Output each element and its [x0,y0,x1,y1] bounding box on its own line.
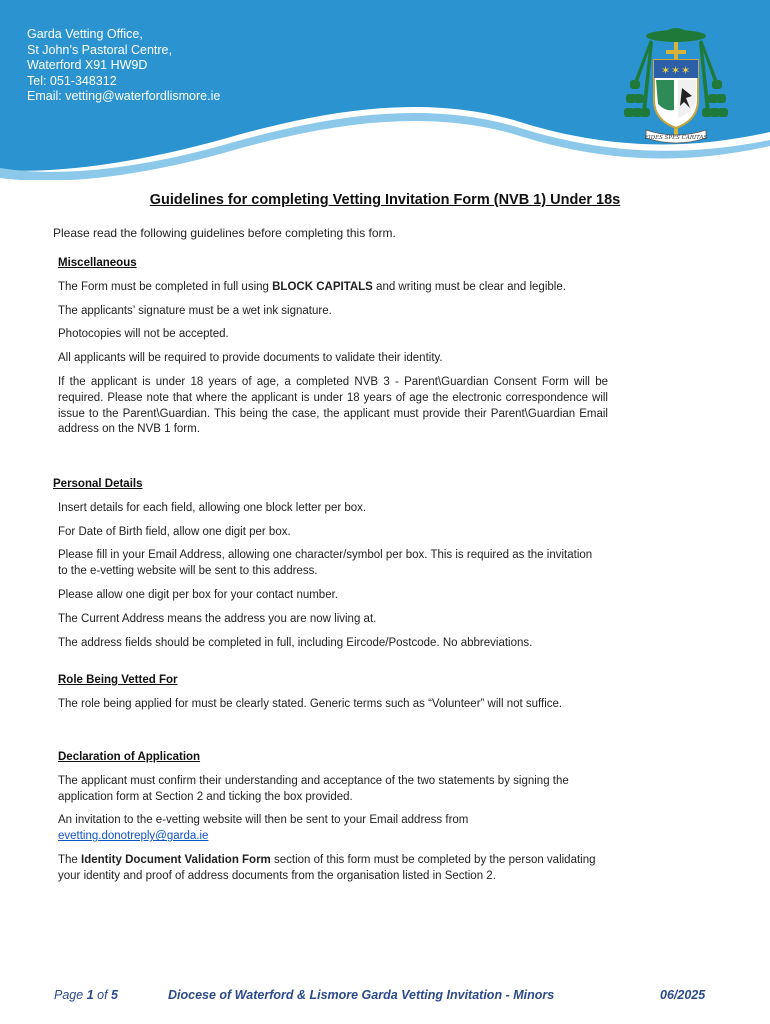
office-phone: Tel: 051-348312 [27,73,117,88]
office-city: Waterford X91 HW9D [27,58,148,73]
personal-dob-text: For Date of Birth field, allow one digit per box. [58,525,291,538]
office-centre: St John’s Pastoral Centre, [27,42,172,57]
office-address [27,27,220,105]
footer-page-num: 1 [86,988,94,1002]
misc-p1-post: and writing must be clear and legible. [372,280,566,293]
section-heading-role: Role Being Vetted For [58,674,178,686]
section-declaration [58,750,608,893]
diocese-crest-logo [620,22,732,152]
garda-email-link[interactable]: evetting.donotreply@garda.ie [58,830,209,843]
role-text: The role being applied for must be clearly stated. Generic terms such as “Volunteer” will not suffice. [58,697,563,710]
section-heading-personal-details: Personal Details [53,478,143,490]
office-email: Email: vetting@waterfordlismore.ie [27,89,221,104]
footer-document-title: Diocese of Waterford & Lismore Garda Vetting Invitation - Minors [168,988,555,1002]
personal-contact-text: Please allow one digit per box for your contact number. [58,588,338,601]
declaration-idv-bold: Identity Document Validation Form [81,853,271,866]
footer-page-word: Page [54,988,84,1002]
section-heading-declaration: Declaration of Application [58,751,201,763]
personal-address-fields-text: The address fields should be completed in full, including Eircode/Postcode. No abbreviations. [58,636,533,649]
page-title: Guidelines for completing Vetting Invitation Form (NVB 1) Under 18s [149,192,621,208]
section-role [58,673,608,721]
declaration-invitation-pre: An invitation to the e-vetting website will then be sent to your Email address from [58,814,469,827]
personal-block-letter-text: Insert details for each field, allowing one block letter per box. [58,501,367,514]
footer-of-word: of [97,988,108,1002]
footer-page-total: 5 [111,988,118,1002]
personal-current-address-text: The Current Address means the address you are now living at. [58,612,377,625]
footer-date: 06/2025 [660,988,706,1002]
office-name: Garda Vetting Office, [27,27,143,41]
misc-block-capitals-text [58,280,608,296]
misc-photocopies-text: Photocopies will not be accepted. [58,328,229,341]
declaration-invitation-text [58,813,608,845]
declaration-idv-pre: The [58,853,82,866]
misc-under18-text: If the applicant is under 18 years of age, a completed NVB 3 - Parent\Guardian Consent Form will be required. Please note that where the applicant is under 18 years of age the electronic correspondence will issue to the Parent\Guardian. This being the case, the applicant must provide their Parent\Guardian Email address on the NVB 1 form. [58,375,608,436]
intro-text: Please read the following guidelines before completing this form. [53,226,396,240]
svg-text:✶: ✶ [681,64,691,77]
svg-text:✶: ✶ [661,64,671,77]
footer-page-number [54,988,118,1002]
misc-p1-bold: BLOCK CAPITALS [272,280,373,293]
svg-text:✶: ✶ [671,64,681,77]
declaration-idv-text [58,853,608,885]
declaration-idv-post: section of this form must be completed by the person validating your identity and proof of address documents from the organisation listed in Section 2. [58,853,596,882]
crest-motto: FIDES SPES CARITAS [644,135,708,141]
section-heading-miscellaneous: Miscellaneous [58,257,137,269]
section-personal-details [53,477,603,659]
personal-email-text: Please fill in your Email Address, allowing one character/symbol per box. This is required as the invitation to the e-vetting website will be sent to this address. [58,549,593,578]
misc-documents-text: All applicants will be required to provide documents to validate their identity. [58,352,443,365]
declaration-confirm-text: The applicant must confirm their understanding and acceptance of the two statements by signing the application form at Section 2 and ticking the box provided. [58,774,569,803]
section-miscellaneous [58,256,608,446]
header-banner [0,0,770,180]
misc-p1-pre: The Form must be completed in full using [58,280,273,293]
misc-signature-text: The applicants’ signature must be a wet ink signature. [58,304,332,317]
